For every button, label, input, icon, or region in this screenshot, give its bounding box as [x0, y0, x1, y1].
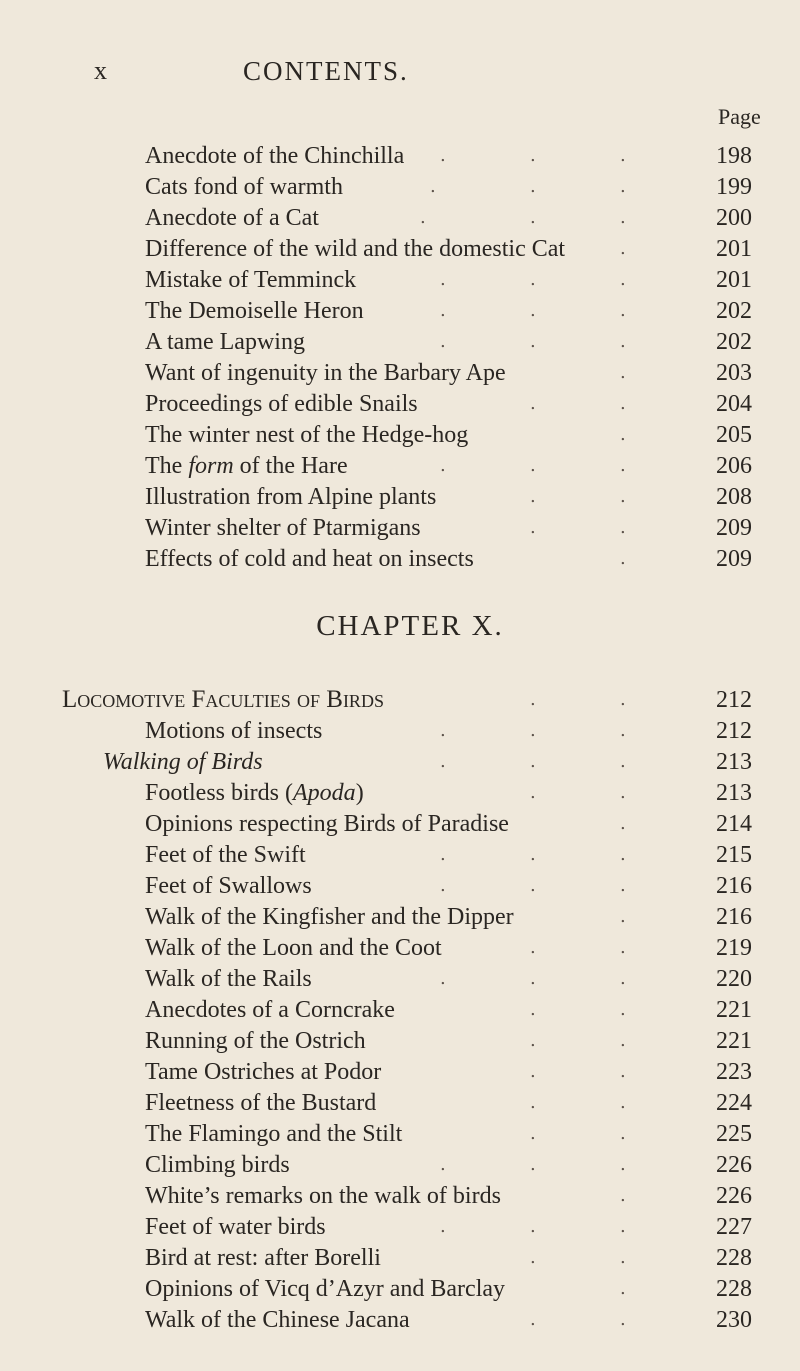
entry-title: Climbing birds: [145, 1152, 290, 1178]
entry-page: 204: [716, 391, 752, 417]
entry-page: 226: [716, 1183, 752, 1209]
toc-entry: Walk of the Loon and the Coot . . 219: [145, 935, 752, 961]
toc-entry: Want of ingenuity in the Barbary Ape . 203: [145, 360, 752, 386]
entry-title: Feet of the Swift: [145, 842, 306, 868]
entry-title: Tame Ostriches at Podor: [145, 1059, 382, 1085]
toc-entry: Walk of the Rails . . . 220: [145, 966, 752, 992]
entry-page: 214: [716, 811, 752, 837]
entry-title: The Flamingo and the Stilt: [145, 1121, 403, 1147]
entry-title: Feet of Swallows: [145, 873, 312, 899]
entry-title: Mistake of Temminck: [145, 267, 357, 293]
entry-title: The winter nest of the Hedge-hog: [145, 422, 469, 448]
entry-title: Walk of the Rails: [145, 966, 312, 992]
toc-entry: Anecdotes of a Corncrake . . 221: [145, 997, 752, 1023]
entry-title: The Demoiselle Heron: [145, 298, 364, 324]
toc-entry: Climbing birds . . . 226: [145, 1152, 752, 1178]
entry-title: Footless birds (Apoda): [145, 780, 364, 806]
entry-page: 209: [716, 546, 752, 572]
toc-entry: Cats fond of warmth . . . 199: [145, 174, 752, 200]
entry-page: 228: [716, 1245, 752, 1271]
entry-title: Walk of the Loon and the Coot: [145, 935, 442, 961]
entry-title: Running of the Ostrich: [145, 1028, 366, 1054]
toc-entry: Tame Ostriches at Podor . . 223: [145, 1059, 752, 1085]
entry-title: Locomotive Faculties of Birds: [62, 686, 384, 713]
toc-entry: The Flamingo and the Stilt . . 225: [145, 1121, 752, 1147]
toc-entry: Walk of the Kingfisher and the Dipper . 216: [145, 904, 752, 930]
entry-page: 224: [716, 1090, 752, 1116]
toc-entry: Motions of insects . . . 212: [145, 718, 752, 744]
entry-page: 212: [716, 687, 752, 713]
entry-title: Fleetness of the Bustard: [145, 1090, 377, 1116]
toc-entry: Walk of the Chinese Jacana . . 230: [145, 1307, 752, 1333]
entry-page: 206: [716, 453, 752, 479]
entry-title: Walk of the Chinese Jacana: [145, 1307, 410, 1333]
entry-title: Feet of water birds: [145, 1214, 326, 1240]
entry-page: 201: [716, 267, 752, 293]
entry-title: Illustration from Alpine plants: [145, 484, 437, 510]
entry-page: 216: [716, 904, 752, 930]
entry-page: 198: [716, 143, 752, 169]
toc-entry: The winter nest of the Hedge-hog . 205: [145, 422, 752, 448]
entry-page: 202: [716, 298, 752, 324]
toc-entry: A tame Lapwing . . . 202: [145, 329, 752, 355]
entry-page: 223: [716, 1059, 752, 1085]
entry-title: Anecdote of the Chinchilla: [145, 143, 405, 169]
entry-page: 220: [716, 966, 752, 992]
toc-entry: Anecdote of a Cat . . . 200: [145, 205, 752, 231]
entry-page: 215: [716, 842, 752, 868]
entry-title: White’s remarks on the walk of birds: [145, 1183, 501, 1209]
entry-title: Difference of the wild and the domestic Cat: [145, 236, 566, 262]
running-title: CONTENTS.: [243, 56, 409, 86]
entry-page: 225: [716, 1121, 752, 1147]
entry-title: Bird at rest: after Borelli: [145, 1245, 381, 1271]
entry-title: Motions of insects: [145, 718, 323, 744]
toc-entry: Illustration from Alpine plants . . 208: [145, 484, 752, 510]
toc-entry: Footless birds (Apoda) . . 213: [145, 780, 752, 806]
toc-entry: The form of the Hare . . . 206: [145, 453, 752, 479]
entry-title: Effects of cold and heat on insects: [145, 546, 474, 572]
entry-title: Anecdote of a Cat: [145, 205, 319, 231]
entry-title: Proceedings of edible Snails: [145, 391, 418, 417]
entry-page: 209: [716, 515, 752, 541]
entry-page: 208: [716, 484, 752, 510]
entry-title: Winter shelter of Ptarmigans: [145, 515, 421, 541]
toc-entry: Opinions of Vicq d’Azyr and Barclay . 228: [145, 1276, 752, 1302]
page-number: x: [94, 56, 108, 85]
entry-page: 216: [716, 873, 752, 899]
toc-entry: Feet of water birds . . . 227: [145, 1214, 752, 1240]
page-column-label: Page: [718, 104, 761, 129]
toc-entry: Fleetness of the Bustard . . 224: [145, 1090, 752, 1116]
entry-title: A tame Lapwing: [145, 329, 305, 355]
toc-entry: Opinions respecting Birds of Paradise . 214: [145, 811, 752, 837]
entry-title: The form of the Hare: [145, 453, 348, 479]
entry-page: 212: [716, 718, 752, 744]
entry-page: 213: [716, 749, 752, 775]
toc-entry: Bird at rest: after Borelli . . 228: [145, 1245, 752, 1271]
toc-entry: Walking of Birds . . . 213: [103, 749, 752, 775]
entry-page: 219: [716, 935, 752, 961]
toc-entry: Feet of Swallows . . . 216: [145, 873, 752, 899]
entry-title: Anecdotes of a Corncrake: [145, 997, 395, 1023]
entry-page: 199: [716, 174, 752, 200]
entry-page: 230: [716, 1307, 752, 1333]
toc-entry: Winter shelter of Ptarmigans . . 209: [145, 515, 752, 541]
entry-title: Walk of the Kingfisher and the Dipper: [145, 904, 514, 930]
chapter-heading: CHAPTER X.: [316, 610, 504, 642]
entry-title: Opinions of Vicq d’Azyr and Barclay: [145, 1276, 506, 1302]
entry-page: 226: [716, 1152, 752, 1178]
entry-page: 202: [716, 329, 752, 355]
entry-page: 221: [716, 997, 752, 1023]
entry-page: 203: [716, 360, 752, 386]
entry-title: Walking of Birds: [103, 749, 263, 775]
page-header: [0, 0, 800, 129]
toc-entry: Effects of cold and heat on insects . 209: [145, 546, 752, 572]
entry-page: 201: [716, 236, 752, 262]
entry-page: 227: [716, 1214, 752, 1240]
entry-page: 228: [716, 1276, 752, 1302]
toc-entry: Locomotive Faculties of Birds . . 212: [62, 686, 752, 713]
toc-entry: White’s remarks on the walk of birds . 226: [145, 1183, 752, 1209]
toc-entry: Running of the Ostrich . . 221: [145, 1028, 752, 1054]
entry-page: 213: [716, 780, 752, 806]
toc-entry: Anecdote of the Chinchilla . . . 198: [145, 143, 752, 169]
toc-entry: Difference of the wild and the domestic Cat . 201: [145, 236, 752, 262]
entry-page: 200: [716, 205, 752, 231]
entry-title: Opinions respecting Birds of Paradise: [145, 811, 509, 837]
entry-page: 205: [716, 422, 752, 448]
entry-page: 221: [716, 1028, 752, 1054]
entry-title: Want of ingenuity in the Barbary Ape: [145, 360, 506, 386]
entry-title: Cats fond of warmth: [145, 174, 343, 200]
toc-entry: Proceedings of edible Snails . . 204: [145, 391, 752, 417]
toc-entry: Mistake of Temminck . . . 201: [145, 267, 752, 293]
toc-entry: The Demoiselle Heron . . . 202: [145, 298, 752, 324]
toc-entry: Feet of the Swift . . . 215: [145, 842, 752, 868]
